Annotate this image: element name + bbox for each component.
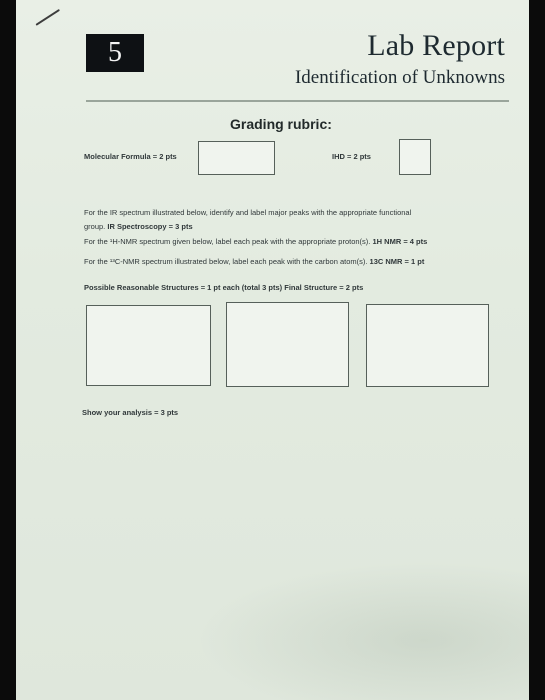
report-title-block (295, 28, 505, 90)
structure-box-1[interactable] (86, 305, 211, 386)
analysis-label: Show your analysis = 3 pts (82, 408, 179, 417)
ir-instruction-line1: For the IR spectrum illustrated below, identify and label major peaks with the appropriate functional (84, 208, 412, 217)
cnmr-instruction-text: For the ¹³C-NMR spectrum illustrated below, label each peak with the carbon atom(s). (84, 257, 368, 266)
photo-shadow (196, 560, 529, 700)
pen-check-mark (35, 9, 60, 26)
report-title: Lab Report (367, 29, 505, 62)
ir-instruction-line2 (84, 222, 193, 231)
header-divider (86, 100, 509, 102)
structures-scoring-line: Possible Reasonable Structures = 1 pt each (total 3 pts) Final Structure = 2 pts (84, 283, 364, 292)
grading-rubric-heading: Grading rubric: (230, 116, 332, 132)
lab-report-page (16, 0, 529, 700)
cnmr-points: 13C NMR = 1 pt (369, 257, 425, 266)
molecular-formula-answer-box[interactable] (198, 141, 275, 175)
ir-points: IR Spectroscopy = 3 pts (107, 222, 193, 231)
report-number-badge: 5 (86, 34, 144, 72)
molecular-formula-label: Molecular Formula = 2 pts (84, 152, 177, 161)
structure-box-2[interactable] (226, 302, 349, 387)
ihd-label: IHD = 2 pts (332, 152, 371, 161)
cnmr-instruction (84, 257, 424, 266)
hnmr-points: 1H NMR = 4 pts (372, 237, 428, 246)
ir-instruction-prefix: group. (84, 222, 106, 231)
report-subtitle: Identification of Unknowns (294, 67, 505, 88)
hnmr-instruction (84, 237, 427, 246)
hnmr-instruction-text: For the ¹H-NMR spectrum given below, label each peak with the appropriate proton(s). (84, 237, 371, 246)
final-structure-box[interactable] (366, 304, 489, 387)
ihd-answer-box[interactable] (399, 139, 431, 175)
